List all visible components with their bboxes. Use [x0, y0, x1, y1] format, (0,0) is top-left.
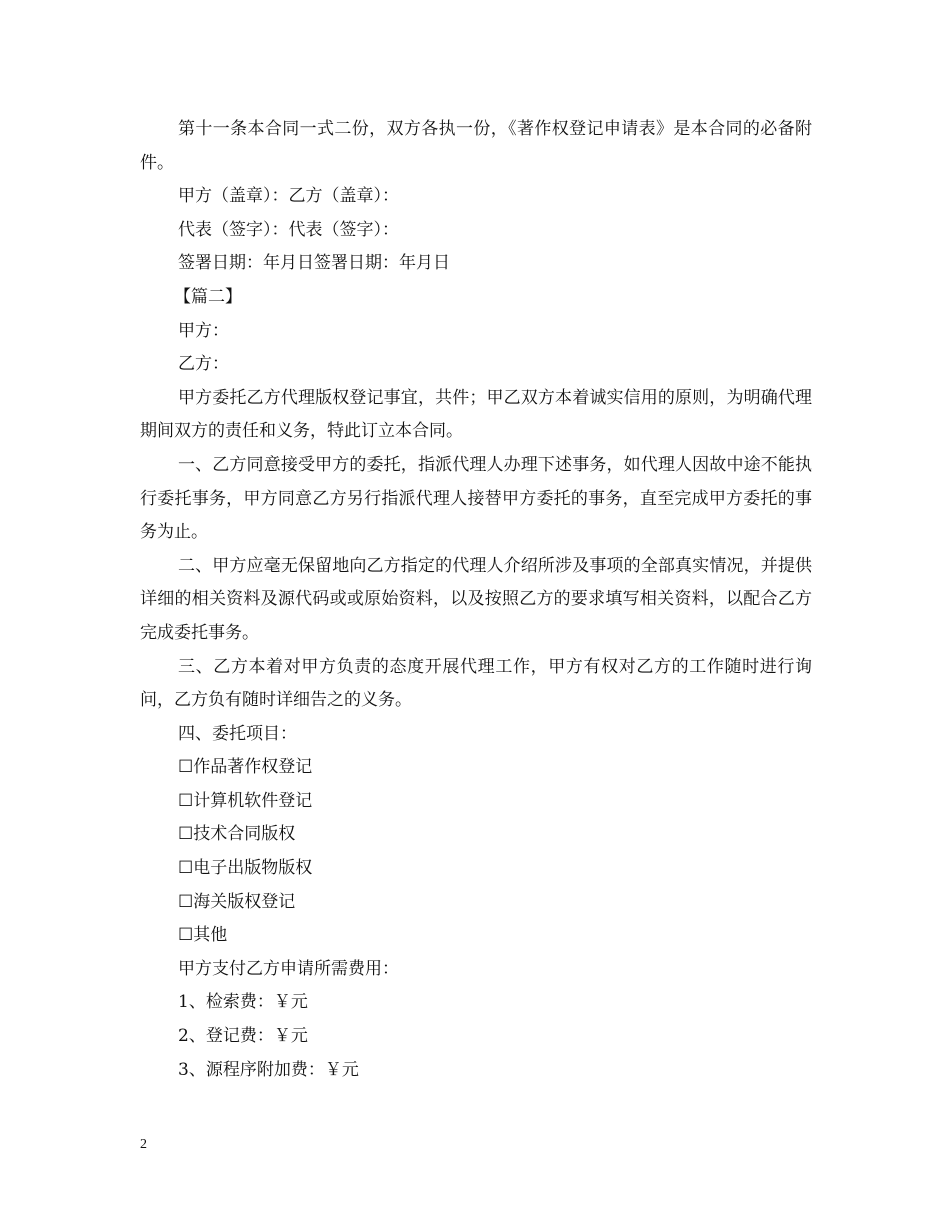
checkbox-item-electronic-publication: ☐电子出版物版权 — [178, 858, 313, 879]
preamble-paragraph: 甲方委托乙方代理版权登记事宜，共件；甲乙双方本着诚实信用的原则，为明确代理期间双方的责任和义务，特此订立本合同。 — [140, 387, 812, 442]
section-heading-part-two: 【篇二】 — [174, 286, 242, 307]
checkbox-item-other: ☐其他 — [178, 925, 228, 946]
clause-eleven-paragraph: 第十一条本合同一式二份，双方各执一份，《著作权登记申请表》是本合同的必备附件。 — [140, 119, 812, 173]
clause-three-paragraph: 三、乙方本着对甲方负责的态度开展代理工作，甲方有权对乙方的工作随时进行询问，乙方负有随时详细告之的义务。 — [140, 656, 812, 711]
party-a-line: 甲方： — [178, 320, 229, 341]
checkbox-item-technology-contract: ☐技术合同版权 — [178, 824, 296, 845]
document-body — [140, 113, 812, 1087]
clause-one-paragraph: 一、乙方同意接受甲方的委托，指派代理人办理下述事务，如代理人因故中途不能执行委托事务，甲方同意乙方另行指派代理人接替甲方委托的事务，直至完成甲方委托的事务为止。 — [140, 454, 812, 543]
clause-four-heading: 四、委托项目： — [178, 723, 297, 744]
clause-two-paragraph: 二、甲方应毫无保留地向乙方指定的代理人介绍所涉及事项的全部真实情况，并提供详细的相关资料及源代码或或原始资料，以及按照乙方的要求填写相关资料，以配合乙方完成委托事务。 — [140, 555, 812, 643]
checkbox-item-customs: ☐海关版权登记 — [178, 891, 296, 912]
party-b-line: 乙方： — [178, 354, 229, 375]
fee-item-registration: 2、登记费：￥元 — [178, 1026, 308, 1047]
fee-item-search: 1、检索费：￥元 — [178, 992, 308, 1013]
party-a-b-seal-line: 甲方（盖章）：乙方（盖章）： — [178, 186, 399, 207]
signing-date-line: 签署日期：年月日签署日期：年月日 — [178, 253, 450, 274]
checkbox-item-software: ☐计算机软件登记 — [178, 790, 313, 811]
representative-signature-line: 代表（签字）：代表（签字）： — [178, 219, 399, 240]
checkbox-item-work-copyright: ☐作品著作权登记 — [178, 757, 313, 778]
fee-item-source-code: 3、源程序附加费：￥元 — [178, 1059, 359, 1080]
page-number: 2 — [140, 1137, 147, 1152]
fees-intro-line: 甲方支付乙方申请所需费用： — [178, 958, 399, 979]
